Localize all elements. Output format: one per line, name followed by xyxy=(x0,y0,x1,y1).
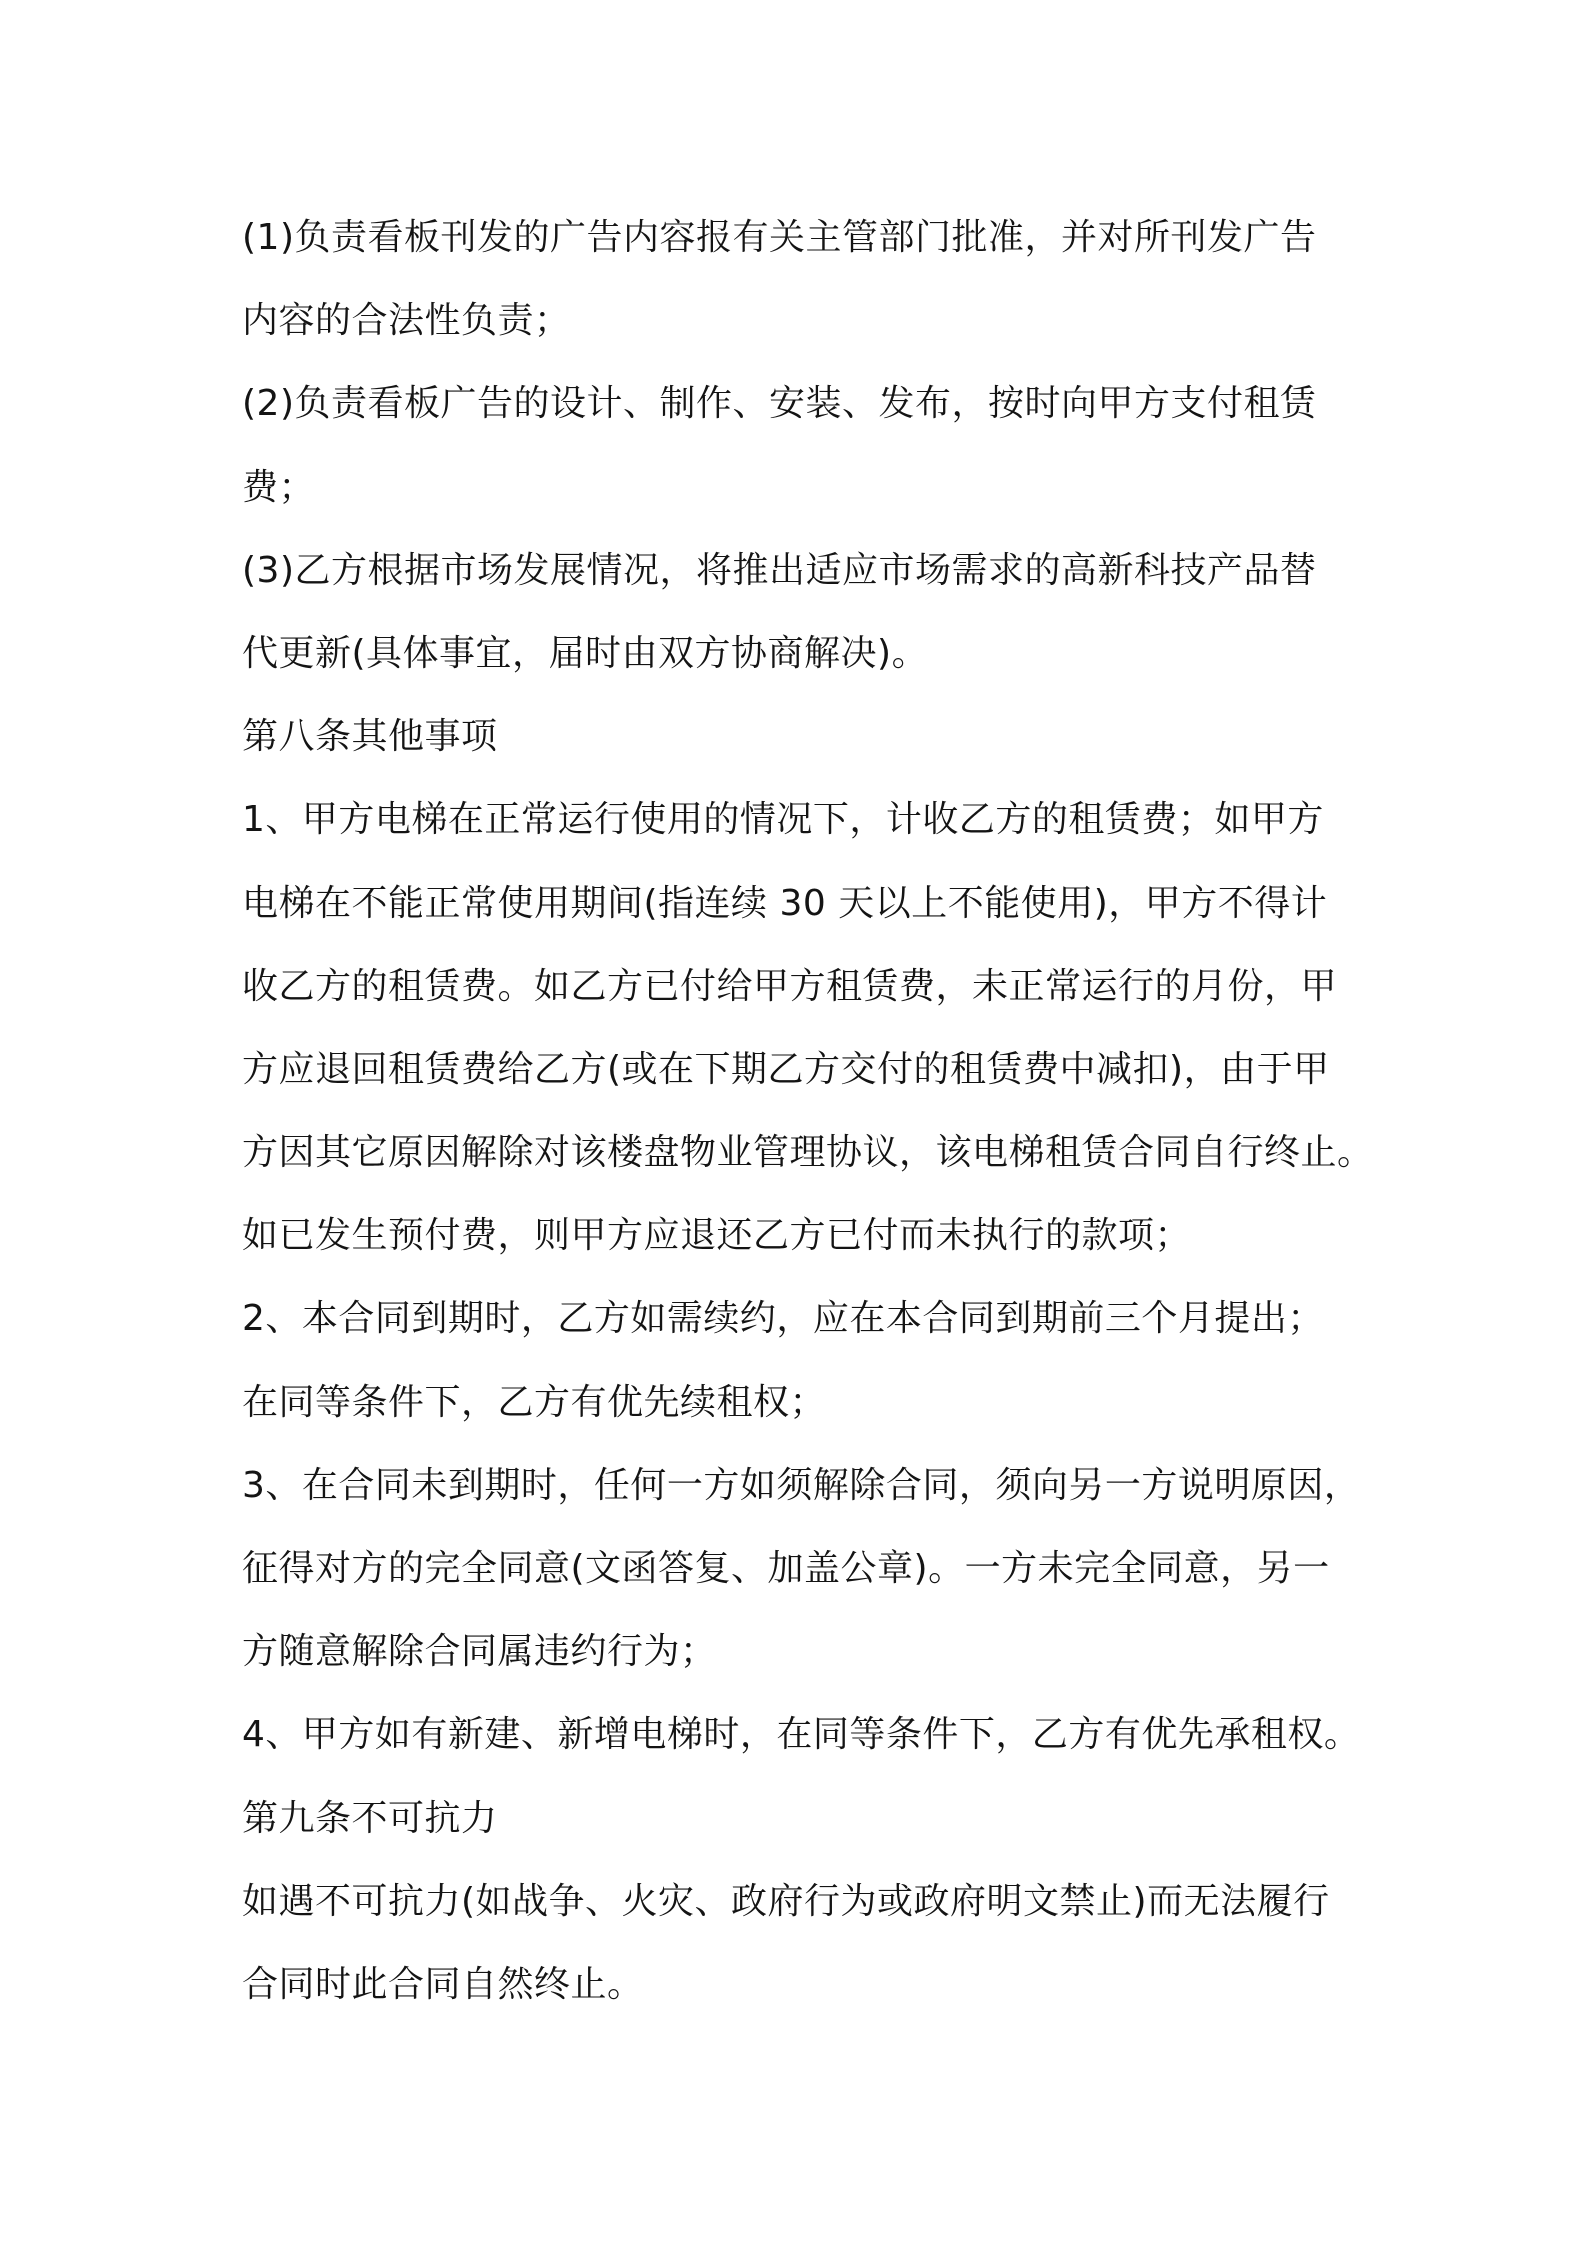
text-line: (3)乙方根据市场发展情况，将推出适应市场需求的高新科技产品替 xyxy=(242,549,1317,591)
text-line: 4、甲方如有新建、新增电梯时，在同等条件下，乙方有优先承租权。 xyxy=(242,1714,1361,1756)
text-line: (1)负责看板刊发的广告内容报有关主管部门批准，并对所刊发广告 xyxy=(242,217,1317,258)
text-line: 费； xyxy=(242,466,316,508)
text-line: 合同时此合同自然终止。 xyxy=(242,1963,644,2005)
text-line: 方因其它原因解除对该楼盘物业管理协议，该电梯租赁合同自行终止。 xyxy=(242,1132,1374,1174)
text-line: 如遇不可抗力(如战争、火灾、政府行为或政府明文禁止)而无法履行 xyxy=(242,1880,1330,1922)
text-line: 电梯在不能正常使用期间(指连续 30 天以上不能使用)，甲方不得计 xyxy=(242,882,1328,924)
text-line: 征得对方的完全同意(文函答复、加盖公章)。一方未完全同意，另一 xyxy=(242,1548,1330,1589)
section-heading: 第九条不可抗力 xyxy=(242,1797,498,1839)
text-line: 方随意解除合同属违约行为； xyxy=(242,1631,717,1673)
text-line: 如已发生预付费，则甲方应退还乙方已付而未执行的款项； xyxy=(242,1215,1192,1257)
section-heading: 第八条其他事项 xyxy=(242,716,498,758)
text-line: 3、在合同未到期时，任何一方如须解除合同，须向另一方说明原因， xyxy=(242,1464,1361,1506)
text-line: 收乙方的租赁费。如乙方已付给甲方租赁费，未正常运行的月份，甲 xyxy=(242,965,1338,1007)
text-line: 1、甲方电梯在正常运行使用的情况下，计收乙方的租赁费；如甲方 xyxy=(242,799,1324,841)
text-line: 内容的合法性负责； xyxy=(242,300,571,342)
text-line: 在同等条件下，乙方有优先续租权； xyxy=(242,1381,827,1423)
text-line: 代更新(具体事宜，届时由双方协商解决)。 xyxy=(242,632,929,674)
text-line: 方应退回租赁费给乙方(或在下期乙方交付的租赁费中减扣)，由于甲 xyxy=(242,1048,1330,1090)
text-line: 2、本合同到期时，乙方如需续约，应在本合同到期前三个月提出； xyxy=(242,1298,1324,1340)
document-body xyxy=(242,196,1382,2026)
text-line: (2)负责看板广告的设计、制作、安装、发布，按时向甲方支付租赁 xyxy=(242,383,1317,425)
